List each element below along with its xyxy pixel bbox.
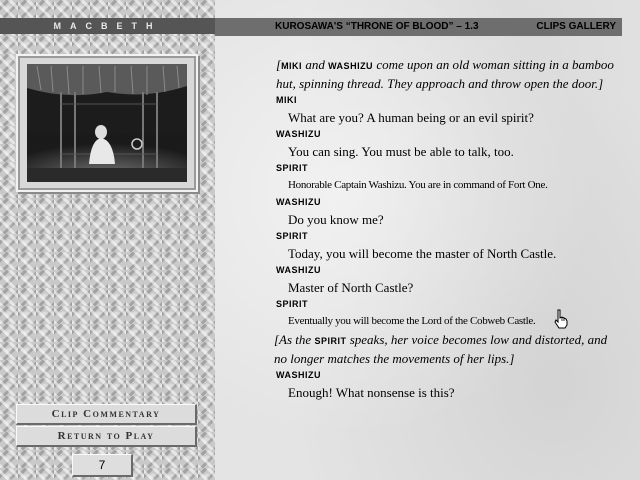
hand-pointer-icon <box>553 309 569 329</box>
header-bar <box>215 18 622 36</box>
dialogue-line: Honorable Captain Washizu. You are in command of Fort One. <box>288 179 548 191</box>
dialogue-line: What are you? A human being or an evil spirit? <box>288 110 534 125</box>
dialogue-line: Enough! What nonsense is this? <box>288 385 455 400</box>
film-still-image <box>27 64 187 182</box>
dialogue-line: Today, you will become the master of North Castle. <box>288 246 557 261</box>
speaker-name: SPIRIT <box>276 299 309 309</box>
film-title: KUROSAWA'S “THRONE OF BLOOD” – 1.3 <box>275 21 479 32</box>
character-name: WASHIZU <box>328 61 374 71</box>
stage-direction-text: [ <box>276 57 282 72</box>
clip-commentary-button[interactable] <box>16 404 197 425</box>
clip-commentary-label: Clip Commentary <box>51 408 161 420</box>
dialogue-line: Do you know me? <box>288 212 384 227</box>
section-title: CLIPS GALLERY <box>536 21 616 32</box>
stage-direction <box>276 56 622 92</box>
stage-direction-text: come upon an old woman sitting in a bamboo hut, spinning thread. They approach and throw open the door.] <box>276 57 614 91</box>
speaker-name: WASHIZU <box>276 265 321 275</box>
stage-direction-text: [As the <box>274 332 315 347</box>
stage-direction-text: and <box>302 57 329 72</box>
dialogue-line: You can sing. You must be able to talk, too. <box>288 144 514 159</box>
dialogue-line: Master of North Castle? <box>288 280 414 295</box>
dialogue-line: Eventually you will become the Lord of the Cobweb Castle. <box>288 315 536 327</box>
play-title: MACBETH <box>0 18 215 34</box>
return-to-play-label: Return to Play <box>57 430 155 442</box>
character-name: MIKI <box>281 61 303 71</box>
stage-direction <box>274 331 622 367</box>
speaker-name: SPIRIT <box>276 163 309 173</box>
page-number: 7 <box>72 454 133 477</box>
stage-direction-text: speaks, her voice becomes low and distorted, and no longer matches the movements of her lips.] <box>274 332 608 366</box>
character-name: SPIRIT <box>314 336 347 346</box>
return-to-play-button[interactable] <box>16 426 197 447</box>
clip-video[interactable] <box>27 64 187 182</box>
script-text <box>276 56 622 401</box>
clip-video-frame <box>16 54 198 192</box>
speaker-name: WASHIZU <box>276 370 321 380</box>
speaker-name: WASHIZU <box>276 197 321 207</box>
speaker-name: WASHIZU <box>276 129 321 139</box>
speaker-name: SPIRIT <box>276 231 309 241</box>
speaker-name: MIKI <box>276 95 297 105</box>
